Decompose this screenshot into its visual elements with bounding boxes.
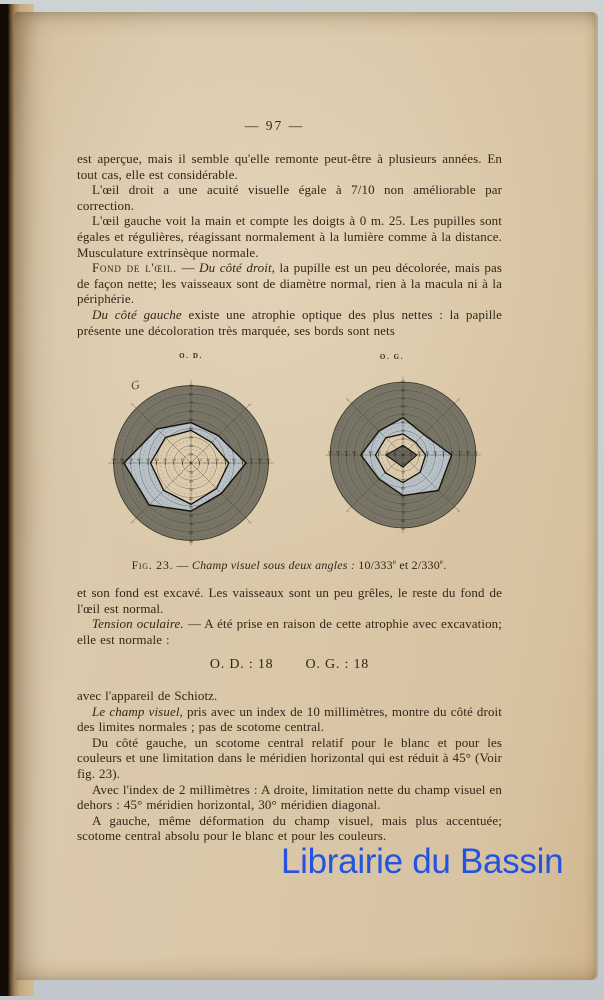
svg-text:90: 90 — [473, 450, 478, 455]
paragraph: Fond de l'œil. — Du côté droit, la pupille est un peu décolorée, mais pas de façon nette; les vaisseaux sont de diamètre normal, rien à la macula ni à la périphérie. — [77, 260, 503, 307]
svg-text:40: 40 — [188, 426, 194, 431]
paragraph: Du côté gauche, un scotome central relatif pour le blanc et pour les couleurs et une limitation dans le méridien horizontal qui est réduit à 45° (Voir fig. 23). — [77, 734, 502, 781]
svg-text:40: 40 — [368, 450, 373, 455]
paragraph: avec l'appareil de Schiotz. — [77, 688, 218, 703]
svg-text:30: 30 — [425, 450, 430, 455]
svg-text:70: 70 — [344, 450, 349, 455]
svg-text:10: 10 — [188, 471, 194, 476]
text-block-upper — [77, 151, 502, 338]
svg-text:10: 10 — [180, 458, 185, 463]
svg-text:40: 40 — [400, 486, 406, 491]
svg-text:90: 90 — [188, 383, 194, 388]
svg-text:45: 45 — [456, 508, 461, 513]
pencil-mark: G — [129, 377, 142, 393]
svg-text:45: 45 — [456, 397, 461, 402]
svg-text:45: 45 — [345, 397, 350, 402]
visual-field-chart-od — [105, 377, 277, 549]
svg-text:30: 30 — [163, 458, 168, 463]
paragraph: Le champ visuel, pris avec un index de 10 millimètres, montre du côté droit des limites normales ; pas de scotome central. — [77, 703, 502, 735]
svg-text:40: 40 — [154, 458, 159, 463]
svg-text:60: 60 — [188, 409, 194, 414]
svg-text:50: 50 — [400, 494, 406, 499]
svg-text:30: 30 — [400, 478, 406, 483]
ocular-tension-values — [77, 657, 502, 673]
paragraph: L'œil droit a une acuité visuelle égale à 7/10 non améliorable par correction. — [77, 182, 502, 213]
svg-text:40: 40 — [188, 496, 194, 501]
svg-text:30: 30 — [376, 450, 381, 455]
figure-caption — [69, 558, 509, 573]
svg-text:70: 70 — [188, 522, 194, 527]
svg-text:20: 20 — [400, 470, 406, 475]
svg-text:45: 45 — [130, 520, 134, 525]
paragraph: A gauche, même déformation du champ visuel, mais plus accentuée; scotome central absolu pour le blanc et pour les couleurs. — [77, 812, 502, 844]
svg-text:60: 60 — [449, 450, 454, 455]
svg-text:80: 80 — [257, 458, 262, 463]
svg-text:90: 90 — [400, 527, 406, 532]
text-block-lower — [77, 688, 502, 844]
svg-text:20: 20 — [171, 458, 176, 463]
svg-text:90: 90 — [328, 450, 333, 455]
page-number: — 97 — — [244, 118, 305, 133]
svg-text:10: 10 — [400, 462, 406, 467]
svg-text:80: 80 — [120, 458, 125, 463]
svg-text:20: 20 — [384, 450, 389, 455]
svg-text:30: 30 — [214, 458, 219, 463]
svg-text:10: 10 — [400, 445, 406, 450]
svg-text:30: 30 — [188, 488, 194, 493]
chart-label-od: O. D. — [179, 352, 203, 360]
svg-text:45: 45 — [248, 520, 252, 525]
svg-text:60: 60 — [352, 450, 357, 455]
svg-text:70: 70 — [457, 450, 462, 455]
visual-field-chart-og — [322, 374, 484, 536]
svg-text:60: 60 — [400, 502, 406, 507]
svg-text:70: 70 — [400, 510, 406, 515]
paragraph: Tension oculaire. — A été prise en raison de cette atrophie avec excavation; elle est normale : — [77, 616, 502, 647]
svg-text:30: 30 — [188, 435, 194, 440]
svg-text:20: 20 — [400, 436, 406, 441]
svg-text:80: 80 — [336, 450, 341, 455]
svg-text:20: 20 — [188, 479, 194, 484]
svg-text:90: 90 — [111, 458, 116, 463]
perimetry-chart-svg — [105, 377, 277, 549]
paragraph: et son fond est excavé. Les vaisseaux sont un peu grêles, le reste du fond de l'œil est normal. — [77, 585, 502, 616]
svg-text:50: 50 — [441, 450, 446, 455]
svg-text:90: 90 — [400, 380, 406, 385]
svg-text:80: 80 — [400, 388, 406, 393]
svg-text:90: 90 — [266, 458, 271, 463]
svg-text:60: 60 — [240, 458, 245, 463]
paragraph: Avec l'index de 2 millimètres : A droite, limitation nette du champ visuel en dehors : 45° méridien horizontal, 30° méridien diagonal. — [77, 781, 502, 813]
paragraph: est aperçue, mais il semble qu'elle remonte peut-être à plusieurs années. En tout cas, elle est considérable. — [77, 151, 502, 182]
svg-text:70: 70 — [249, 458, 254, 463]
svg-text:50: 50 — [188, 505, 194, 510]
svg-text:20: 20 — [417, 450, 422, 455]
svg-text:50: 50 — [231, 458, 237, 463]
svg-text:70: 70 — [128, 458, 133, 463]
svg-text:45: 45 — [248, 402, 252, 407]
svg-text:40: 40 — [433, 450, 438, 455]
svg-text:10: 10 — [392, 450, 397, 455]
svg-text:80: 80 — [400, 519, 406, 524]
svg-text:50: 50 — [145, 458, 151, 463]
text-block-middle — [77, 585, 502, 647]
svg-text:80: 80 — [188, 531, 194, 536]
svg-text:40: 40 — [400, 420, 406, 425]
svg-text:80: 80 — [188, 392, 194, 397]
svg-text:60: 60 — [137, 458, 142, 463]
svg-text:90: 90 — [188, 539, 194, 544]
paragraph: L'œil gauche voit la main et compte les doigts à 0 m. 25. Les pupilles sont égales et régulières, réagissant normalement à la lumière comme à la distance. Musculature extrinsèque normale. — [77, 213, 502, 260]
svg-text:50: 50 — [400, 412, 406, 417]
perimetry-chart-svg — [322, 374, 484, 536]
svg-text:20: 20 — [206, 458, 211, 463]
svg-text:40: 40 — [223, 458, 228, 463]
paragraph: Du côté gauche existe une atrophie optique des plus nettes : la papille présente une décoloration très marquée, ses bords sont nets — [77, 306, 503, 338]
svg-text:45: 45 — [345, 508, 350, 513]
tension-og-value: O. G. : 18 — [305, 657, 370, 672]
svg-text:50: 50 — [360, 450, 365, 455]
svg-text:60: 60 — [400, 404, 406, 409]
svg-text:10: 10 — [197, 458, 202, 463]
tension-od-value: O. D. : 18 — [209, 657, 274, 672]
svg-text:10: 10 — [188, 452, 194, 457]
svg-text:70: 70 — [188, 401, 194, 406]
svg-text:50: 50 — [188, 418, 194, 423]
chart-label-og: O. G. — [379, 353, 405, 361]
paragraph: Fig. 23. — Champ visuel sous deux angles : 10/333e et 2/330e. — [131, 558, 447, 572]
svg-text:70: 70 — [400, 396, 406, 401]
svg-text:60: 60 — [188, 514, 194, 519]
svg-text:20: 20 — [188, 444, 194, 449]
book-page — [14, 12, 596, 980]
svg-text:10: 10 — [409, 450, 414, 455]
svg-text:45: 45 — [130, 402, 134, 407]
svg-text:80: 80 — [465, 450, 470, 455]
watermark-librairie-du-bassin: Librairie du Bassin — [281, 842, 564, 881]
svg-text:30: 30 — [400, 428, 406, 433]
